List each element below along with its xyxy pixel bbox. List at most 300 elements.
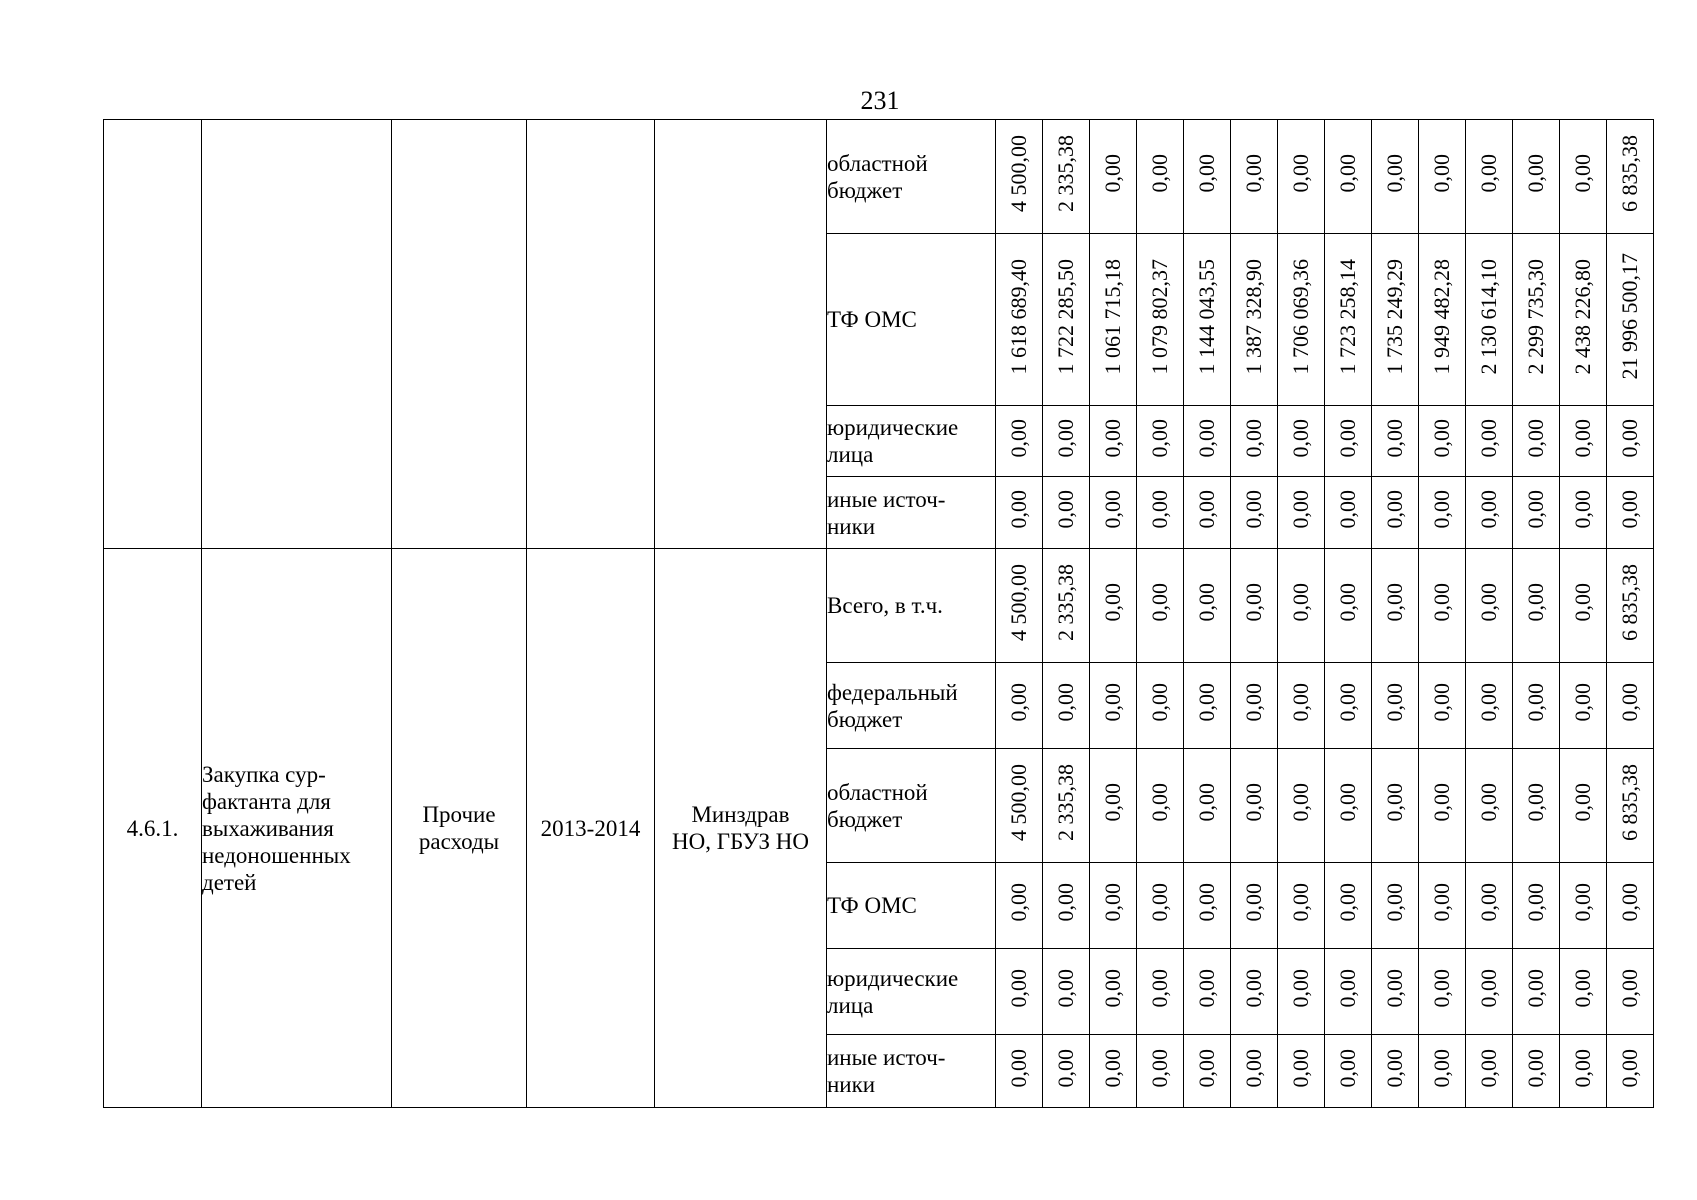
executor-cell (655, 549, 827, 1108)
amount-value: 0,00 (1429, 683, 1454, 722)
amount-value: 0,00 (1617, 683, 1642, 722)
value-cell (1043, 477, 1090, 549)
funding-source-line: ники (827, 513, 876, 539)
value-cell (1043, 1035, 1090, 1108)
value-cell (1419, 234, 1466, 406)
value-cell (1090, 749, 1137, 863)
value-cell (1560, 863, 1607, 949)
amount-value: 0,00 (1617, 883, 1642, 922)
amount-value: 0,00 (1429, 490, 1454, 529)
funding-source-line: областной (827, 779, 928, 805)
value-cell (1560, 406, 1607, 477)
value-cell (1325, 406, 1372, 477)
amount-value: 0,00 (1570, 783, 1595, 822)
value-cell (1325, 863, 1372, 949)
value-cell (996, 477, 1043, 549)
value-cell (1184, 863, 1231, 949)
amount-value: 0,00 (1006, 418, 1031, 458)
value-cell (1278, 120, 1325, 234)
value-cell (1466, 549, 1513, 663)
funding-source-line: бюджет (827, 706, 903, 732)
amount-value: 0,00 (1053, 883, 1078, 922)
amount-value: 4 500,00 (1006, 564, 1031, 641)
value-cell (1043, 749, 1090, 863)
amount-value: 0,00 (1382, 969, 1407, 1008)
amount-value: 0,00 (1194, 783, 1219, 822)
amount-value: 0,00 (1335, 1048, 1360, 1088)
value-cell (1466, 234, 1513, 406)
amount-value: 0,00 (1288, 490, 1313, 529)
amount-value: 0,00 (1288, 1048, 1313, 1088)
amount-value: 0,00 (1288, 783, 1313, 822)
value-cell (1090, 663, 1137, 749)
period-cell (527, 120, 655, 549)
funding-source-line: иные источ- (827, 1045, 946, 1070)
funding-source-cell (827, 863, 996, 949)
value-cell (1043, 863, 1090, 949)
item-name-line: Закупка сур- (202, 761, 326, 787)
value-cell (1137, 406, 1184, 477)
amount-value: 0,00 (1006, 683, 1031, 722)
value-cell (1137, 949, 1184, 1035)
value-cell (1419, 949, 1466, 1035)
funding-source-cell (827, 234, 996, 406)
value-cell (1466, 749, 1513, 863)
value-cell (1419, 663, 1466, 749)
amount-value: 0,00 (1147, 418, 1172, 458)
value-cell (1325, 120, 1372, 234)
amount-value: 0,00 (1006, 1048, 1031, 1088)
value-cell (1231, 234, 1278, 406)
value-cell (1560, 1035, 1607, 1108)
value-cell (1419, 549, 1466, 663)
amount-value: 0,00 (1288, 418, 1313, 458)
amount-value: 0,00 (1617, 418, 1642, 458)
funding-source-line: юридические (827, 965, 959, 991)
value-cell (1090, 863, 1137, 949)
value-cell (1513, 863, 1560, 949)
amount-value: 0,00 (1335, 969, 1360, 1008)
value-cell (1607, 1035, 1654, 1108)
amount-value: 0,00 (1570, 583, 1595, 622)
value-cell (1184, 749, 1231, 863)
value-cell (1466, 477, 1513, 549)
item-name-line: детей (202, 869, 257, 895)
amount-value: 4 500,00 (1006, 764, 1031, 841)
value-cell (996, 663, 1043, 749)
value-cell (996, 863, 1043, 949)
value-cell (1090, 120, 1137, 234)
amount-value: 0,00 (1382, 883, 1407, 922)
amount-value: 0,00 (1100, 683, 1125, 722)
amount-value: 1 079 802,37 (1147, 258, 1172, 375)
value-cell (1278, 406, 1325, 477)
amount-value: 0,00 (1523, 969, 1548, 1008)
amount-value: 0,00 (1476, 154, 1501, 193)
amount-value: 0,00 (1194, 683, 1219, 722)
amount-value: 6 835,38 (1617, 135, 1642, 212)
value-cell (1090, 949, 1137, 1035)
amount-value: 0,00 (1100, 1048, 1125, 1088)
amount-value: 0,00 (1335, 583, 1360, 622)
value-cell (1137, 477, 1184, 549)
amount-value: 0,00 (1382, 490, 1407, 529)
amount-value: 0,00 (1053, 683, 1078, 722)
amount-value: 0,00 (1147, 783, 1172, 822)
amount-value: 0,00 (1429, 418, 1454, 458)
value-cell (1090, 406, 1137, 477)
value-cell (1419, 120, 1466, 234)
amount-value: 2 335,38 (1053, 764, 1078, 841)
amount-value: 0,00 (1241, 583, 1266, 622)
value-cell (1043, 120, 1090, 234)
value-cell (1325, 663, 1372, 749)
amount-value: 0,00 (1147, 490, 1172, 529)
value-cell (1513, 663, 1560, 749)
amount-value: 0,00 (1288, 969, 1313, 1008)
amount-value: 21 996 500,17 (1617, 253, 1642, 380)
amount-value: 0,00 (1570, 154, 1595, 193)
amount-value: 1 144 043,55 (1194, 258, 1219, 375)
amount-value: 0,00 (1570, 418, 1595, 458)
amount-value: 0,00 (1147, 1048, 1172, 1088)
amount-value: 6 835,38 (1617, 764, 1642, 841)
funding-source-line: Всего, в т.ч. (827, 593, 943, 618)
amount-value: 0,00 (1053, 490, 1078, 529)
value-cell (1137, 120, 1184, 234)
expense-type-cell (392, 549, 527, 1108)
amount-value: 0,00 (1241, 490, 1266, 529)
amount-value: 2 335,38 (1053, 564, 1078, 641)
amount-value: 0,00 (1194, 1048, 1219, 1088)
amount-value: 0,00 (1053, 969, 1078, 1008)
amount-value: 1 949 482,28 (1429, 258, 1454, 375)
value-cell (1043, 663, 1090, 749)
executor-line: НО, ГБУЗ НО (672, 829, 809, 854)
amount-value: 0,00 (1570, 1048, 1595, 1088)
amount-value: 0,00 (1523, 1048, 1548, 1088)
amount-value: 0,00 (1241, 154, 1266, 193)
value-cell (1278, 663, 1325, 749)
amount-value: 0,00 (1241, 683, 1266, 722)
amount-value: 1 735 249,29 (1382, 258, 1407, 375)
value-cell (1278, 949, 1325, 1035)
value-cell (1607, 234, 1654, 406)
amount-value: 0,00 (1241, 969, 1266, 1008)
table-row (104, 549, 1654, 663)
period-cell: 2013-2014 (527, 549, 655, 1108)
amount-value: 0,00 (1100, 783, 1125, 822)
amount-value: 0,00 (1429, 783, 1454, 822)
amount-value: 0,00 (1100, 490, 1125, 529)
amount-value: 0,00 (1194, 154, 1219, 193)
item-number-cell (104, 120, 202, 549)
value-cell (1231, 663, 1278, 749)
funding-source-cell (827, 1035, 996, 1108)
amount-value: 0,00 (1006, 969, 1031, 1008)
executor-cell (655, 120, 827, 549)
value-cell (1560, 120, 1607, 234)
amount-value: 0,00 (1570, 490, 1595, 529)
amount-value: 0,00 (1523, 418, 1548, 458)
amount-value: 0,00 (1429, 583, 1454, 622)
amount-value: 0,00 (1523, 783, 1548, 822)
value-cell (1231, 549, 1278, 663)
value-cell (996, 949, 1043, 1035)
amount-value: 1 061 715,18 (1100, 258, 1125, 375)
amount-value: 0,00 (1053, 1048, 1078, 1088)
amount-value: 0,00 (1429, 154, 1454, 193)
amount-value: 1 618 689,40 (1006, 258, 1031, 375)
value-cell (1137, 234, 1184, 406)
value-cell (1607, 477, 1654, 549)
value-cell (1513, 749, 1560, 863)
amount-value: 0,00 (1288, 883, 1313, 922)
amount-value: 0,00 (1382, 418, 1407, 458)
amount-value: 1 722 285,50 (1053, 258, 1078, 375)
value-cell (1560, 663, 1607, 749)
amount-value: 1 387 328,90 (1241, 258, 1266, 375)
value-cell (1560, 234, 1607, 406)
value-cell (1372, 549, 1419, 663)
amount-value: 0,00 (1194, 490, 1219, 529)
amount-value: 0,00 (1523, 883, 1548, 922)
table-row (104, 120, 1654, 234)
value-cell (1372, 863, 1419, 949)
amount-value: 0,00 (1382, 1048, 1407, 1088)
amount-value: 0,00 (1194, 583, 1219, 622)
funding-source-line: областной (827, 150, 928, 176)
expense-type-cell (392, 120, 527, 549)
funding-source-line: федеральный (827, 679, 958, 705)
amount-value: 0,00 (1382, 683, 1407, 722)
amount-value: 0,00 (1523, 683, 1548, 722)
value-cell (1513, 477, 1560, 549)
expense-type-line: Прочие (422, 802, 496, 827)
amount-value: 0,00 (1476, 969, 1501, 1008)
item-number-cell: 4.6.1. (104, 549, 202, 1108)
expense-type-line: расходы (418, 829, 500, 854)
funding-source-line: лица (827, 992, 874, 1018)
amount-value: 0,00 (1382, 783, 1407, 822)
value-cell (1137, 863, 1184, 949)
value-cell (1513, 234, 1560, 406)
amount-value: 0,00 (1006, 490, 1031, 529)
value-cell (1372, 949, 1419, 1035)
amount-value: 0,00 (1335, 418, 1360, 458)
value-cell (1325, 549, 1372, 663)
value-cell (1043, 406, 1090, 477)
amount-value: 2 335,38 (1053, 135, 1078, 212)
amount-value: 2 438 226,80 (1570, 258, 1595, 375)
value-cell (1607, 406, 1654, 477)
value-cell (1184, 1035, 1231, 1108)
amount-value: 0,00 (1429, 969, 1454, 1008)
value-cell (1372, 234, 1419, 406)
value-cell (1090, 549, 1137, 663)
amount-value: 0,00 (1382, 154, 1407, 193)
funding-source-line: иные источ- (827, 486, 946, 512)
value-cell (1372, 749, 1419, 863)
amount-value: 0,00 (1476, 418, 1501, 458)
value-cell (1184, 549, 1231, 663)
value-cell (1607, 120, 1654, 234)
executor-line: Минздрав (691, 802, 790, 827)
value-cell (1560, 949, 1607, 1035)
amount-value: 0,00 (1194, 883, 1219, 922)
amount-value: 0,00 (1241, 883, 1266, 922)
funding-source-cell (827, 406, 996, 477)
value-cell (1372, 477, 1419, 549)
value-cell (1043, 549, 1090, 663)
value-cell (1043, 234, 1090, 406)
value-cell (1278, 749, 1325, 863)
amount-value: 0,00 (1617, 969, 1642, 1008)
value-cell (1137, 749, 1184, 863)
value-cell (996, 549, 1043, 663)
amount-value: 0,00 (1100, 969, 1125, 1008)
value-cell (1419, 863, 1466, 949)
funding-source-cell (827, 663, 996, 749)
value-cell (1231, 1035, 1278, 1108)
amount-value: 0,00 (1570, 883, 1595, 922)
funding-source-line: ТФ ОМС (827, 893, 917, 918)
amount-value: 0,00 (1100, 154, 1125, 193)
value-cell (1372, 1035, 1419, 1108)
value-cell (996, 120, 1043, 234)
value-cell (1560, 477, 1607, 549)
funding-source-line: лица (827, 442, 874, 467)
value-cell (1184, 406, 1231, 477)
value-cell (1090, 477, 1137, 549)
value-cell (1043, 949, 1090, 1035)
amount-value: 0,00 (1288, 154, 1313, 193)
amount-value: 6 835,38 (1617, 564, 1642, 641)
amount-value: 0,00 (1429, 1048, 1454, 1088)
value-cell (1231, 749, 1278, 863)
value-cell (1278, 549, 1325, 663)
amount-value: 0,00 (1476, 583, 1501, 622)
amount-value: 0,00 (1100, 583, 1125, 622)
amount-value: 1 706 069,36 (1288, 258, 1313, 375)
amount-value: 0,00 (1476, 883, 1501, 922)
amount-value: 0,00 (1100, 883, 1125, 922)
funding-source-cell (827, 549, 996, 663)
value-cell (1184, 120, 1231, 234)
amount-value: 0,00 (1476, 490, 1501, 529)
value-cell (1419, 406, 1466, 477)
value-cell (1090, 1035, 1137, 1108)
funding-source-line: юридические (827, 415, 959, 440)
amount-value: 0,00 (1523, 583, 1548, 622)
amount-value: 0,00 (1241, 1048, 1266, 1088)
amount-value: 0,00 (1617, 490, 1642, 529)
amount-value: 0,00 (1053, 418, 1078, 458)
amount-value: 0,00 (1523, 154, 1548, 193)
value-cell (1184, 949, 1231, 1035)
value-cell (1466, 949, 1513, 1035)
value-cell (996, 749, 1043, 863)
value-cell (1231, 477, 1278, 549)
funding-source-line: ники (827, 1072, 876, 1097)
value-cell (1466, 406, 1513, 477)
value-cell (1278, 1035, 1325, 1108)
amount-value: 0,00 (1335, 490, 1360, 529)
amount-value: 1 723 258,14 (1335, 258, 1360, 375)
item-name-line: фактанта для (202, 788, 331, 814)
funding-source-cell (827, 749, 996, 863)
value-cell (1513, 549, 1560, 663)
amount-value: 0,00 (1335, 783, 1360, 822)
amount-value: 4 500,00 (1006, 135, 1031, 212)
amount-value: 0,00 (1570, 969, 1595, 1008)
value-cell (1560, 749, 1607, 863)
value-cell (1466, 120, 1513, 234)
value-cell (1607, 663, 1654, 749)
value-cell (1184, 234, 1231, 406)
value-cell (1372, 120, 1419, 234)
item-name-cell (202, 120, 392, 549)
amount-value: 0,00 (1288, 583, 1313, 622)
value-cell (996, 234, 1043, 406)
value-cell (1513, 406, 1560, 477)
amount-value: 0,00 (1335, 683, 1360, 722)
value-cell (1137, 549, 1184, 663)
amount-value: 0,00 (1476, 1048, 1501, 1088)
value-cell (1419, 1035, 1466, 1108)
value-cell (1607, 749, 1654, 863)
amount-value: 0,00 (1100, 418, 1125, 458)
value-cell (1184, 477, 1231, 549)
amount-value: 0,00 (1241, 783, 1266, 822)
item-name-line: недоношенных (202, 842, 351, 868)
amount-value: 0,00 (1335, 154, 1360, 193)
value-cell (1231, 863, 1278, 949)
value-cell (1325, 1035, 1372, 1108)
funding-source-cell (827, 949, 996, 1035)
value-cell (1325, 234, 1372, 406)
value-cell (1090, 234, 1137, 406)
amount-value: 0,00 (1476, 783, 1501, 822)
amount-value: 0,00 (1382, 583, 1407, 622)
amount-value: 0,00 (1523, 490, 1548, 529)
value-cell (1607, 549, 1654, 663)
budget-table (103, 119, 1654, 1108)
value-cell (1466, 1035, 1513, 1108)
amount-value: 0,00 (1147, 683, 1172, 722)
value-cell (1513, 949, 1560, 1035)
amount-value: 0,00 (1617, 1048, 1642, 1088)
amount-value: 0,00 (1241, 418, 1266, 458)
value-cell (1137, 663, 1184, 749)
amount-value: 2 299 735,30 (1523, 258, 1548, 375)
value-cell (1278, 863, 1325, 949)
funding-source-line: ТФ ОМС (827, 307, 917, 332)
value-cell (1372, 663, 1419, 749)
amount-value: 0,00 (1147, 154, 1172, 193)
value-cell (1466, 663, 1513, 749)
amount-value: 0,00 (1147, 883, 1172, 922)
amount-value: 0,00 (1429, 883, 1454, 922)
value-cell (1372, 406, 1419, 477)
amount-value: 0,00 (1570, 683, 1595, 722)
value-cell (1278, 477, 1325, 549)
value-cell (996, 1035, 1043, 1108)
value-cell (1607, 863, 1654, 949)
value-cell (996, 406, 1043, 477)
item-name-cell (202, 549, 392, 1108)
value-cell (1419, 477, 1466, 549)
